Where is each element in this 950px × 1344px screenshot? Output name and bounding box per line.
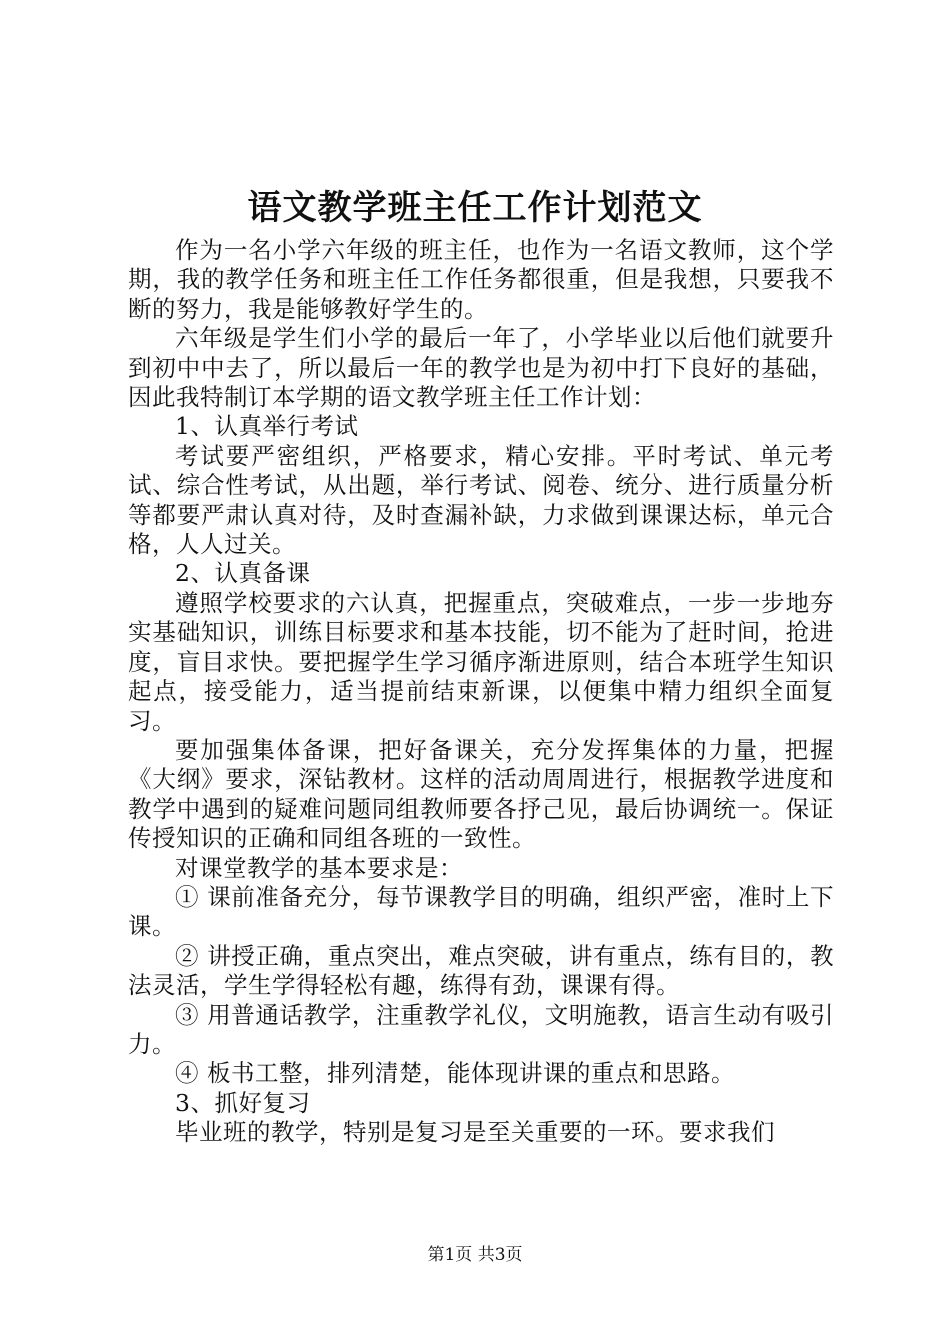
paragraph-review: 毕业班的教学，特别是复习是至关重要的一环。要求我们 (175, 1118, 775, 1147)
section-heading-review: 3、抓好复习 (175, 1088, 311, 1117)
paragraph-classroom-requirements: 对课堂教学的基本要求是： (175, 853, 463, 882)
list-item-requirement-4: ④ 板书工整，排列清楚，能体现讲课的重点和思路。 (175, 1059, 735, 1088)
paragraph-intro: 作为一名小学六年级的班主任，也作为一名语文教师，这个学期，我的教学任务和班主任工作任务都很重，但是我想，只要我不断的努力，我是能够教好学生的。 (128, 236, 834, 323)
paragraph-background: 六年级是学生们小学的最后一年了，小学毕业以后他们就要升到初中中去了，所以最后一年的教学也是为初中打下良好的基础，因此我特制订本学期的语文教学班主任工作计划： (128, 324, 834, 412)
section-heading-lesson-prep: 2、认真备课 (175, 559, 311, 588)
paragraph-exams: 考试要严密组织，严格要求，精心安排。平时考试、单元考试、综合性考试，从出题，举行考试、阅卷、统分、进行质量分析等都要严肃认真对待，及时查漏补缺，力求做到课课达标，单元合格，人人过关。 (128, 441, 834, 559)
list-item-requirement-3: ③ 用普通话教学，注重教学礼仪，文明施教，语言生动有吸引力。 (128, 1000, 834, 1058)
document-body (128, 236, 834, 1148)
paragraph-lesson-prep: 遵照学校要求的六认真，把握重点，突破难点，一步一步地夯实基础知识，训练目标要求和基本技能，切不能为了赶时间，抢进度，盲目求快。要把握学生学习循序渐进原则，结合本班学生知识起点，接受能力，适当提前结束新课，以便集中精力组织全面复习。 (128, 588, 834, 735)
section-heading-exams: 1、认真举行考试 (175, 412, 359, 441)
document-title: 语文教学班主任工作计划范文 (247, 188, 703, 228)
list-item-requirement-2: ② 讲授正确，重点突出，难点突破，讲有重点，练有目的，教法灵活，学生学得轻松有趣，练得有劲，课课有得。 (128, 941, 834, 1000)
page-footer: 第1页 共3页 (427, 1245, 523, 1265)
list-item-requirement-1: ① 课前准备充分，每节课教学目的明确，组织严密，准时上下课。 (128, 882, 834, 941)
paragraph-group-prep: 要加强集体备课，把好备课关，充分发挥集体的力量，把握《大纲》要求，深钻教材。这样的活动周周进行，根据教学进度和教学中遇到的疑难问题同组教师要各抒己见，最后协调统一。保证传授知识的正确和同组各班的一致性。 (128, 735, 834, 853)
